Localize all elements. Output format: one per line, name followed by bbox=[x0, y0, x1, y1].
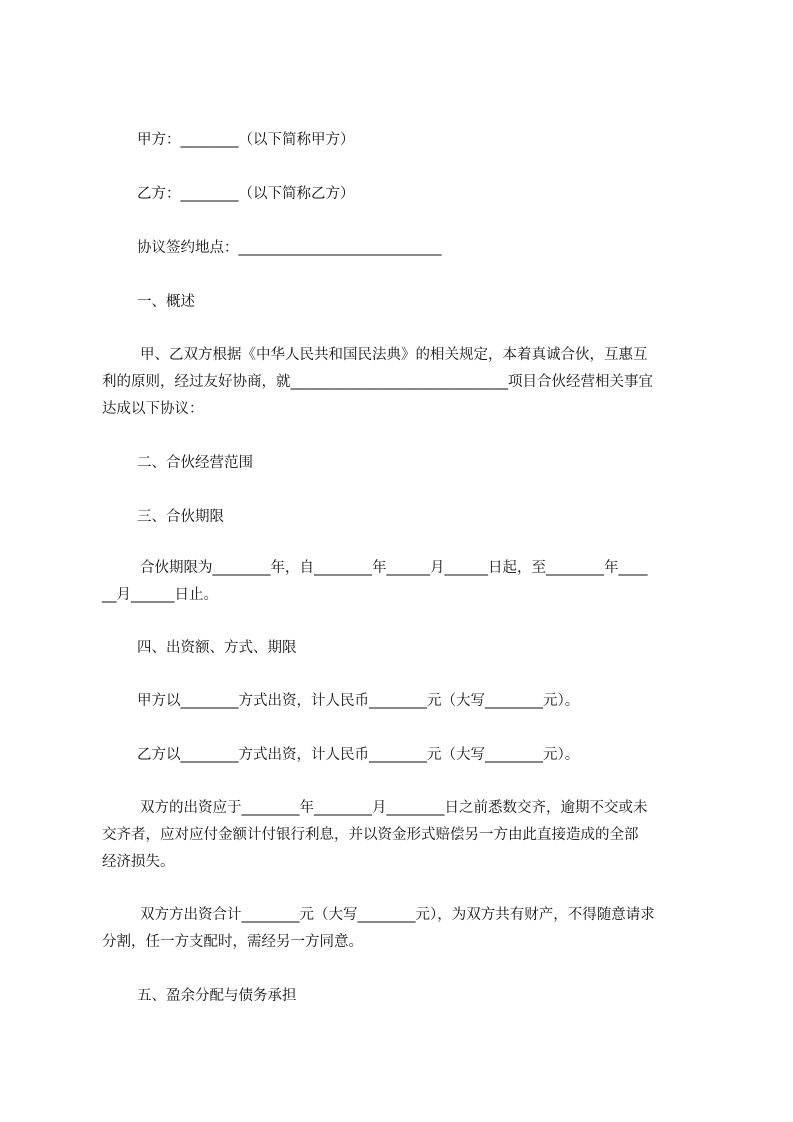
section-2-heading: 二、合伙经营范围 bbox=[137, 455, 253, 471]
section-1-paragraph-line-2: 利的原则，经过友好协商，就______________________________项目合伙经营相关事宜 bbox=[102, 374, 653, 390]
section-3-paragraph-line-2: __月______日止。 bbox=[102, 587, 218, 603]
party-b-line: 乙方：________（以下简称乙方） bbox=[137, 186, 355, 202]
party-a-line: 甲方：________（以下简称甲方） bbox=[137, 132, 355, 148]
section-3-paragraph-line-1: 合伙期限为________年，自________年______月______日起，至________年____ bbox=[140, 560, 648, 576]
section-4-deadline-line-2: 交齐者，应对应付金额计付银行利息，并以资金形式赔偿另一方由此直接造成的全部 bbox=[102, 827, 639, 843]
section-1-heading: 一、概述 bbox=[137, 294, 195, 310]
section-4-deadline-line-3: 经济损失。 bbox=[102, 854, 175, 870]
section-5-heading: 五、盈余分配与债务承担 bbox=[137, 988, 297, 1004]
section-3-heading: 三、合伙期限 bbox=[137, 509, 224, 525]
section-1-paragraph-line-3: 达成以下协议： bbox=[102, 401, 204, 417]
section-4-total-line-1: 双方方出资合计________元（大写________元），为双方共有财产，不得随意请求 bbox=[140, 907, 655, 923]
section-4-party-b-line: 乙方以________方式出资，计人民币________元（大写________元）。 bbox=[137, 747, 580, 763]
section-4-deadline-line-1: 双方的出资应于________年________月________日之前悉数交齐，逾期不交或未 bbox=[140, 800, 648, 816]
section-1-paragraph-line-1: 甲、乙双方根据《中华人民共和国民法典》的相关规定，本着真诚合伙，互惠互 bbox=[140, 347, 648, 363]
section-4-heading: 四、出资额、方式、期限 bbox=[137, 640, 297, 656]
section-4-total-line-2: 分割，任一方支配时，需经另一方同意。 bbox=[102, 934, 363, 950]
section-4-party-a-line: 甲方以________方式出资，计人民币________元（大写________元）。 bbox=[137, 693, 580, 709]
signing-place-line: 协议签约地点：____________________________ bbox=[137, 240, 442, 256]
